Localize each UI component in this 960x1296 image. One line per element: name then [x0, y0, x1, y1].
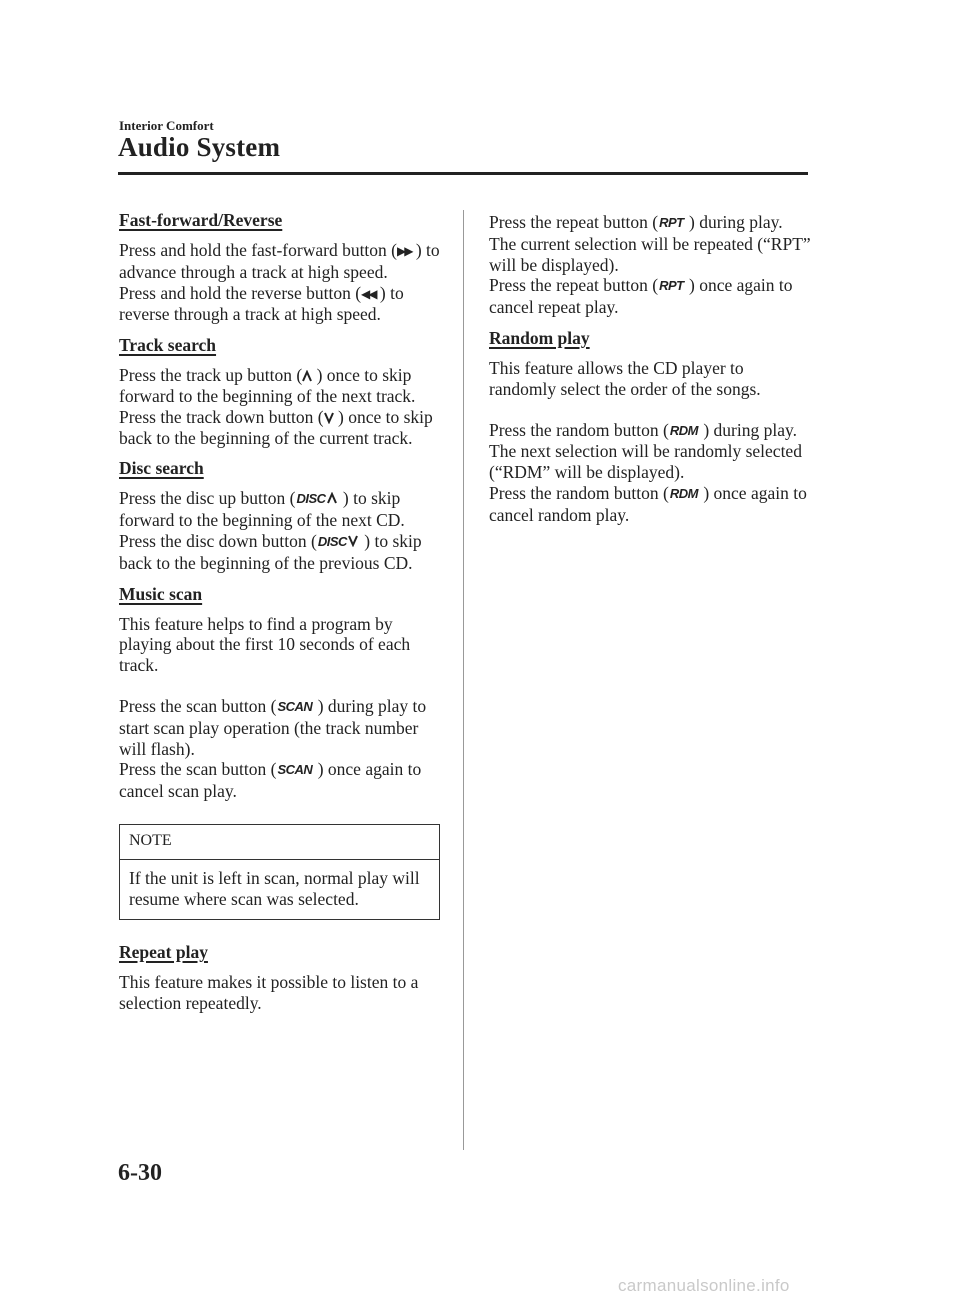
ffr-paragraph: Press and hold the fast-forward button (▶▶ ) to advance through a track at high speed. Press and hold the reverse button (◀◀ ) to reverse through a track at high speed.: [119, 240, 440, 325]
disc-up-icon: DISC: [296, 489, 337, 510]
page-title: Audio System: [118, 132, 281, 162]
repeat-icon: RPT: [659, 278, 684, 294]
fast-forward-icon: ▶▶: [397, 244, 412, 258]
note-box: [119, 824, 440, 920]
random-icon: RDM: [669, 485, 698, 501]
left-column: [119, 210, 441, 1023]
heading-disc-search: Disc search: [119, 458, 204, 479]
right-column: [489, 212, 811, 535]
watermark: carmanualsonline.info: [618, 1276, 790, 1295]
heading-music-scan: Music scan: [119, 583, 203, 604]
page-number: 6-30: [118, 1160, 162, 1186]
heading-track-search: Track search: [119, 335, 217, 356]
section-label: Interior Comfort: [119, 118, 214, 133]
repeat-icon: RPT: [659, 215, 684, 230]
note-body: If the unit is left in scan, normal play will resume where scan was selected.: [129, 867, 420, 909]
scan-icon: SCAN: [277, 762, 313, 778]
random-intro: This feature allows the CD player to randomly select the order of the songs.: [489, 357, 761, 399]
title-rule: [118, 172, 808, 175]
note-title: NOTE: [120, 825, 439, 860]
reverse-icon: ◀◀: [361, 286, 376, 301]
heading-fast-forward-reverse: Fast-forward/Reverse: [119, 210, 283, 230]
repeat-intro: This feature makes it possible to listen to a selection repeatedly.: [119, 971, 419, 1013]
scan-icon: SCAN: [277, 698, 313, 714]
scan-paragraph: Press the scan button (SCAN ) during play to start scan play operation (the track number will flash). Press the scan button (SCAN ) once again to cancel scan play.: [119, 695, 427, 802]
disc-down-icon: DISC: [318, 532, 359, 553]
heading-random-play: Random play: [489, 327, 590, 348]
track-down-icon: [324, 412, 334, 424]
random-paragraph: Press the random button (RDM ) during play. The next selection will be randomly selected (“RDM” will be displayed). Press the random button (RDM ) once again to cancel random play.: [489, 419, 807, 525]
disc-paragraph: Press the disc up button (DISC ) to skip forward to the beginning of the next CD. Press the disc down button (DISC ) to skip back to the beginning of the previous CD.: [119, 488, 422, 573]
track-up-icon: [302, 370, 312, 382]
random-icon: RDM: [669, 422, 698, 438]
repeat-paragraph: Press the repeat button (RPT ) during play. The current selection will be repeated (“RPT” will be displayed). Press the repeat button (RPT ) once again to cancel repeat play.: [489, 212, 811, 318]
heading-repeat-play: Repeat play: [119, 941, 208, 962]
scan-intro: This feature helps to find a program by playing about the first 10 seconds of each track.: [119, 613, 411, 676]
track-paragraph: Press the track up button ( ) once to skip forward to the beginning of the next track. Press the track down button ( ) once to skip back to the beginning of the current track.: [119, 365, 433, 448]
column-divider: [463, 210, 464, 1150]
